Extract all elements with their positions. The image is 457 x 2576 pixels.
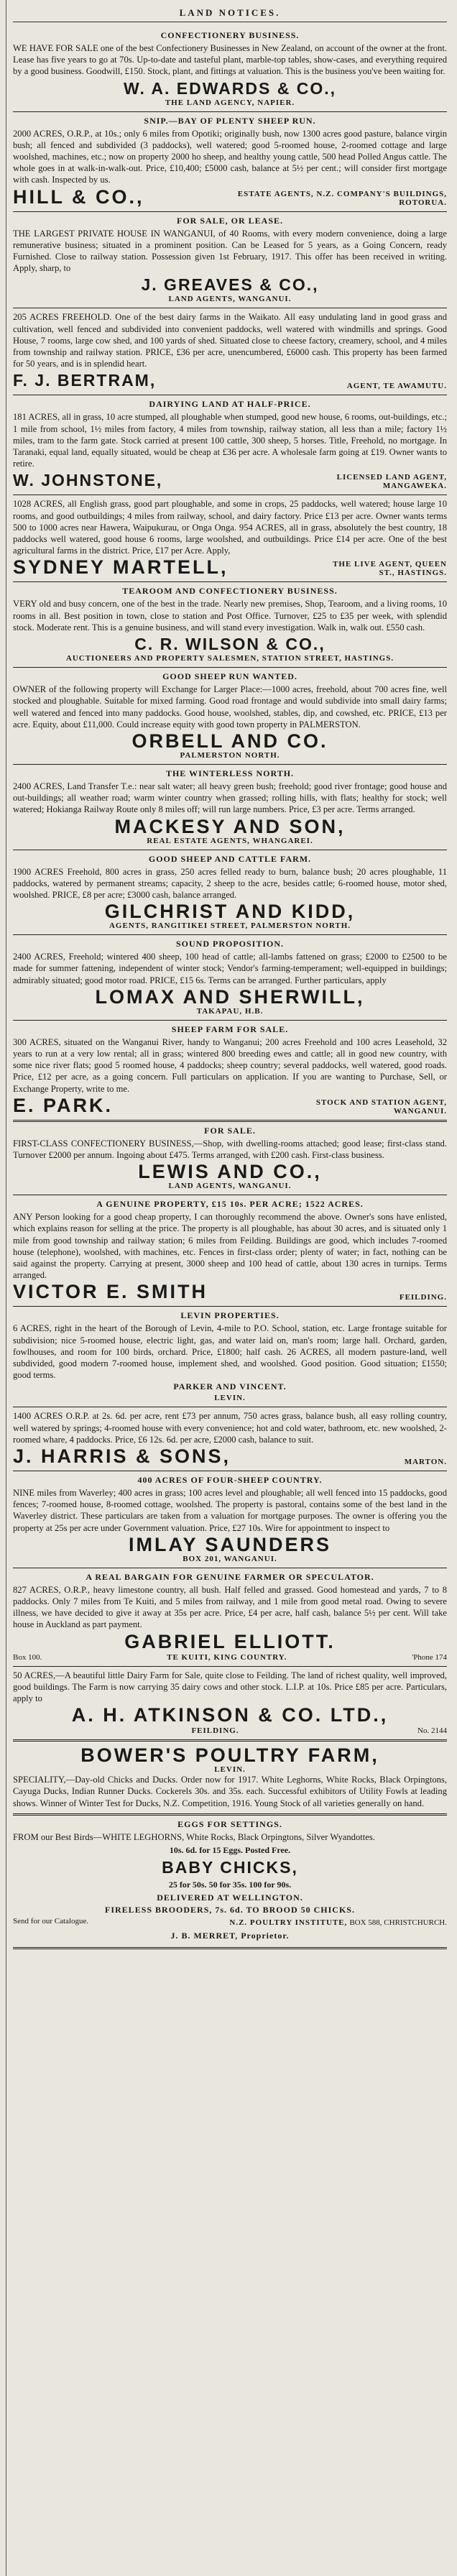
ad-bowers-poultry bbox=[13, 1742, 447, 1816]
ad-body: 6 ACRES, right in the heart of the Borough of Levin, 4-mile to P.O. School, station, etc. Large frontage suitable for subdivision; nice 5-roomed house, electric light, gas, and water laid on, man's room; large hall. Orchard, garden, fowlhouses, and room for 100 birds, orchard. Price, £1800; half cash. 26 ACRES, all modern pasture-land, well subdivided, good modern 7-roomed house, implement shed, and woolshed. Good position. Good situation; £1550; good terms. bbox=[13, 1323, 447, 1381]
ad-bay-of-plenty-run bbox=[13, 112, 447, 212]
ad-kicker: A GENUINE PROPERTY, £15 10s. PER ACRE; 1522 ACRES. bbox=[96, 1199, 364, 1210]
ad-kicker: LEVIN PROPERTIES. bbox=[180, 1310, 280, 1321]
ad-contact-line bbox=[13, 1653, 447, 1662]
ad-address: THE LAND AGENCY, NAPIER. bbox=[165, 98, 295, 107]
ad-body: THE LARGEST PRIVATE HOUSE IN WANGANUI, of 40 Rooms, with every modern convenience, doing a large remunerative business; situated in a prominent position. Can be Leased for 5 years, as a Going Concern, ready Furnished. Close to railway station. Possession given 1st February, 1917. This offer has been received in writing. Apply, sharp, to bbox=[13, 228, 447, 274]
ad-address: AGENTS, RANGITIKEI STREET, PALMERSTON NORTH. bbox=[109, 921, 351, 931]
ad-kicker: SHEEP FARM FOR SALE. bbox=[171, 1024, 289, 1034]
ad-signature: BABY CHICKS, bbox=[162, 1858, 298, 1877]
ad-sheep-run-wanted bbox=[13, 668, 447, 765]
ad-body: NINE miles from Waverley; 400 acres in grass; 100 acres level and ploughable; all well fenced into 15 paddocks, good fences; 7-roomed house, 8-roomed cottage, woolshed. The property is pastoral, contains some of the best land in the Waverley district. These particulars are taken from a valuation for mortgage purposes. The owner is offering you the property at 25s per acre under Government valuation. Price, £27 10s. Wire for appointment to inspect to bbox=[13, 1488, 447, 1533]
ad-sound-proposition bbox=[13, 935, 447, 1021]
ad-address: LAND AGENTS, WANGANUI. bbox=[168, 295, 292, 304]
ad-signature: SYDNEY MARTELL, bbox=[13, 556, 228, 579]
ad-address: LAND AGENTS, WANGANUI. bbox=[168, 1182, 292, 1191]
ad-kicker: SNIP.—BAY OF PLENTY SHEEP RUN. bbox=[144, 115, 316, 126]
ad-marton-1400-acres bbox=[13, 1407, 447, 1471]
ad-address: LICENSED LAND AGENT, MANGAWEKA. bbox=[336, 473, 447, 491]
ad-body: 181 ACRES, all in grass, 10 acre stumped, all ploughable when stumped, good new house, 6 rooms, out-buildings, etc.; 1 mile from school, 1½ miles from factory, 4 miles from township, railway station, all less than a mile; factory 1½ miles, tram to the farm gate. Stock carried at present 100 cattle, 300 sheep, 5 horses. Title, Freehold, no mortgage. In Taranaki, equal land, equally situated, would be cheap at £36 per acre. A wholesale farm going at £19. Owner wants to retire. bbox=[13, 412, 447, 469]
ad-body: SPECIALITY,—Day-old Chicks and Ducks. Order now for 1917. White Leghorns, White Rocks, Black Orpingtons, Cayuga Ducks, Indian Runner Ducks. Cockerels 30s. and 35s. each. Successful exhibitors of Utility Fowls at leading shows. Winner of Winter Test for Ducks, N.Z. Competition, 1916. Young Stock of all varieties generally on hand. bbox=[13, 1775, 447, 1808]
ad-body: 1028 ACRES, all English grass, good part ploughable, and some in crops, 25 paddocks, well watered; house large 10 rooms, and good outbuildings; 4 miles from railway, school, and dairy factory. Price £13 per acre. Owner wants terms 500 to 1000 acres near Hawera, Waipukurau, or Onga Onga. 954 ACRES, all in grass, absolutely the best country, 18 paddocks well watered, good house 6 rooms, large woolshed, and outbuildings. Price £14 per acre. One of the best agricultural farms in the district. Price, £17 per Acre. Apply, bbox=[13, 499, 447, 556]
ad-signature: J. HARRIS & SONS, bbox=[13, 1445, 231, 1467]
ad-kicker: EGGS FOR SETTINGS. bbox=[177, 1818, 282, 1829]
ad-signature: LEWIS AND CO., bbox=[138, 1161, 322, 1183]
ad-signature: J. GREAVES & CO., bbox=[141, 275, 319, 295]
ad-address: LEVIN. bbox=[214, 1765, 246, 1775]
ad-signature: F. J. BERTRAM, bbox=[13, 371, 157, 390]
ad-body: 300 ACRES, situated on the Wanganui River, handy to Wanganui; 200 acres Freehold and 100 acres Leasehold, 32 years to run at a very low rental; all in grass; wintered 800 breeding ewes and cattle; all in good new country, with some nice river flats; good 5 roomed house, 4 paddocks; sheep country; several paddocks, well watered, good roads. Price, £12 per acre, as a going concern. Full particulars on application. If you are wanting to Purchase, Sell, or Exchange Property, write to me. bbox=[13, 1036, 447, 1094]
ad-brooders-line: FIRELESS BROODERS, 7s. 6d. TO BROOD 50 CHICKS. bbox=[105, 1905, 355, 1915]
ad-body: VERY old and busy concern, one of the best in the trade. Nearly new premises, Shop, Tearoom, and a living rooms, 10 rooms in all. Best position in town, close to station and Post Office. Turnover, £25 to £35 per week, with splendid stock. Moderate rent. This is a genuine business, and will stand every investigation. Walk in, walk out. £550 cash. bbox=[13, 599, 447, 632]
ad-contact-line bbox=[13, 1726, 447, 1735]
ad-sheep-cattle-farm bbox=[13, 850, 447, 936]
ad-signature: W. A. EDWARDS & CO., bbox=[124, 78, 336, 98]
ad-signature: BOWER'S POULTRY FARM, bbox=[80, 1744, 379, 1767]
ad-address: THE LIVE AGENT, QUEEN ST., HASTINGS. bbox=[333, 560, 447, 578]
ad-price-line: 10s. 6d. for 15 Eggs. Posted Free. bbox=[169, 1845, 291, 1856]
ad-signature: E. PARK. bbox=[13, 1094, 114, 1116]
ad-signature: A. H. ATKINSON & CO. LTD., bbox=[71, 1704, 389, 1726]
ad-body: FIRST-CLASS CONFECTIONERY BUSINESS,—Shop, with dwelling-rooms attached; good lease; first-class stand. Turnover £2000 per annum. Ingoing about £475. Terms arranged, with £200 cash. First-class business. bbox=[13, 1138, 447, 1160]
ad-signature: PARKER AND VINCENT. bbox=[173, 1381, 287, 1392]
ad-signature: ORBELL AND CO. bbox=[131, 730, 328, 752]
ad-address: TAKAPAU, H.B. bbox=[196, 1006, 264, 1016]
section-heading: LAND NOTICES. bbox=[13, 3, 447, 22]
ad-signature: VICTOR E. SMITH bbox=[13, 1281, 208, 1303]
ad-address: MARTON. bbox=[404, 1458, 447, 1466]
ad-signature: GILCHRIST AND KIDD, bbox=[104, 901, 356, 923]
ad-body: WE HAVE FOR SALE one of the best Confectionery Businesses in New Zealand, on account of the owner at the front. Lease has five years to go at 70s. Up-to-date and tasteful plant, marble-top tables, show-cases, and everything required by a good business. Goodwill, £150. Stock, plant, and fittings at valuation. This is the business you've been waiting for. bbox=[13, 43, 447, 77]
land-notices-column bbox=[6, 0, 451, 1949]
ad-address: TE KUITI, KING COUNTRY. bbox=[167, 1652, 287, 1662]
ad-hastings-english-grass bbox=[13, 495, 447, 582]
ad-winterless-north bbox=[13, 765, 447, 850]
ad-body: 1900 ACRES Freehold, 800 acres in grass, 250 acres felled ready to burn, balance bush; 20 acres ploughable, 11 paddocks, watered by permanent streams; capacity, 2 sheep to the acre, besides cattle; 6-roomed house, motor shed, woolshed. PRICE, £8 per acre; £3000 cash, balance arranged. bbox=[13, 866, 447, 900]
ad-phone: 'Phone 174 bbox=[412, 1652, 447, 1662]
ad-signature: C. R. WILSON & CO., bbox=[134, 635, 326, 654]
ad-body: 2000 ACRES, O.R.P., at 10s.; only 6 miles from Opotiki; originally bush, now 1300 acres good pasture, balance virgin bush; all fenced and subdivided (3 paddocks), well watered; good 5-roomed house, 2-roomed cottage and large woolshed, machines, etc.; now on property 2000 ho sheep, and healthy young cattle, 500 head Polled Angus cattle. The whole goes in at walk-in-walk-out. Price, £10,400; £5000 cash, balance at 5½ per cent.; will consider first mortgage with cash. Inspected by us. bbox=[13, 128, 447, 185]
ad-body: 50 ACRES,—A beautiful little Dairy Farm for Sale, quite close to Feilding. The land of richest quality, well improved, good buildings. The Farm is now carrying 35 dairy cows and other stock. L.I.P. at 10s. Price £85 per acre. Particulars, apply to bbox=[13, 1670, 447, 1704]
ad-box: Box 100. bbox=[13, 1652, 42, 1662]
ad-body: OWNER of the following property will Exchange for Larger Place:—1000 acres, freehold, about 700 acres fine, well stocked and ploughable. Suitable for mixed farming. Good road frontage and would subdivide into small dairy farms; well watered and fenced into many paddocks. Good house, woolshed, stables, dip, and cowshed, etc. PRICE, £13 per acre. Equity, about £11,000. Could increase equity with good town property in PALMERSTON. bbox=[13, 684, 447, 730]
ad-price-line: 25 for 50s. 50 for 35s. 100 for 90s. bbox=[168, 1880, 292, 1890]
ad-feilding-dairy-farm bbox=[13, 1667, 447, 1742]
ad-kicker: SOUND PROPOSITION. bbox=[175, 939, 285, 949]
ad-kicker: GOOD SHEEP AND CATTLE FARM. bbox=[148, 853, 312, 864]
ad-confectionery-napier bbox=[13, 27, 447, 112]
ad-delivery-line: DELIVERED AT WELLINGTON. bbox=[157, 1892, 303, 1903]
ad-kicker: A REAL BARGAIN FOR GENUINE FARMER OR SPECULATOR. bbox=[86, 1571, 374, 1582]
ad-eggs-for-settings bbox=[13, 1816, 447, 1949]
ad-kicker: 400 ACRES OF FOUR-SHEEP COUNTRY. bbox=[137, 1475, 323, 1485]
ad-waikato-dairy bbox=[13, 308, 447, 395]
ad-body: 2400 ACRES, Freehold; wintered 400 sheep, 100 head of cattle; all-lambs fattened on grass; £2000 to £2500 to be made for summer fattening, independent of winter stock; Vendor's farming-temperament; well-equipped in buildings; admirably situated; good motor road. PRICE, £15 6s. Terms can be arranged. Further particulars, apply bbox=[13, 952, 447, 985]
ad-address: AUCTIONEERS AND PROPERTY SALESMEN, STATION STREET, HASTINGS. bbox=[65, 654, 394, 663]
ad-signature: W. JOHNSTONE, bbox=[13, 471, 163, 490]
ad-confectionery-wanganui bbox=[13, 1122, 447, 1195]
ad-address: AGENT, TE AWAMUTU. bbox=[346, 382, 447, 391]
ad-catalogue-note: Send for our Catalogue. bbox=[13, 1917, 89, 1926]
ad-address: FEILDING. bbox=[399, 1293, 447, 1302]
ad-kicker: FOR SALE, OR LEASE. bbox=[176, 215, 284, 226]
ad-address: LEVIN. bbox=[214, 1394, 246, 1403]
ad-tearoom-hastings bbox=[13, 582, 447, 668]
ad-signature: HILL & CO., bbox=[13, 185, 144, 208]
ad-real-bargain bbox=[13, 1568, 447, 1667]
ad-proprietor: J. B. MERRET, Proprietor. bbox=[170, 1931, 290, 1941]
ad-dairying-half-price bbox=[13, 395, 447, 495]
ad-wanganui-sheep-farm bbox=[13, 1021, 447, 1122]
ad-body: 1400 ACRES O.R.P. at 2s. 6d. per acre, rent £73 per annum, 750 acres grass, balance bush, all easy rolling country, well watered by springs; 4-roomed house with every convenience; hot and cold water, bathroom, etc. new woolshed, 2-roomed whare, 4 paddocks. Price, £6 12s. 6d. per acre, £2000 cash, balance to suit. bbox=[13, 1411, 447, 1445]
ad-institute-name: N.Z. POULTRY INSTITUTE, bbox=[229, 1918, 348, 1928]
ad-body: FROM our Best Birds—WHITE LEGHORNS, White Rocks, Black Orpingtons, Silver Wyandottes. bbox=[13, 1831, 375, 1842]
ad-signature: IMLAY SAUNDERS bbox=[128, 1533, 332, 1555]
ad-signature: LOMAX AND SHERWILL, bbox=[95, 985, 365, 1008]
ad-wanganui-house bbox=[13, 212, 447, 309]
ad-address: ESTATE AGENTS, N.Z. COMPANY'S BUILDINGS, ROTORUA. bbox=[237, 189, 447, 207]
ad-four-sheep-country bbox=[13, 1471, 447, 1568]
ad-institute-row bbox=[13, 1917, 447, 1928]
ad-levin-properties bbox=[13, 1307, 447, 1407]
ad-address: PALMERSTON NORTH. bbox=[180, 750, 280, 760]
ad-kicker: DAIRYING LAND AT HALF-PRICE. bbox=[149, 399, 311, 410]
ad-body: 205 ACRES FREEHOLD. One of the best dairy farms in the Waikato. All easy undulating land in good grass and cultivation, well fenced and subdivided into convenient paddocks, well watered with windmills and springs. Good House, 7 rooms, large cow shed, and 100 yards of shed. Situated close to cheese factory, creamery, school, and 4 miles from township and railway station. PRICE, £36 per acre, unencumbered, £6000 cash. This property has been farmed for 50 years, and is in splendid heart. bbox=[13, 312, 447, 369]
ad-kicker: THE WINTERLESS NORTH. bbox=[165, 768, 295, 778]
ad-signature: GABRIEL ELLIOTT. bbox=[124, 1630, 336, 1652]
ad-signature: MACKESY AND SON, bbox=[114, 815, 346, 837]
ad-kicker: CONFECTIONERY BUSINESS. bbox=[160, 30, 300, 40]
ad-address: FEILDING. bbox=[191, 1726, 239, 1736]
ad-number: No. 2144 bbox=[417, 1726, 447, 1736]
ad-genuine-property bbox=[13, 1195, 447, 1307]
ad-body: 2400 ACRES, Land Transfer T.e.: near salt water; all heavy green bush; freehold; good river frontage; good house and out-buildings; all weather road; warm winter country when grassed; rolling hills, with flats; healthy for stock; well watered; Hokianga Railway Route only 8 miles off; will run large numbers. Price, £3 per acre. Terms arranged. bbox=[13, 781, 447, 815]
ad-address: BOX 201, WANGANUI. bbox=[183, 1554, 277, 1563]
ad-body: 827 ACRES, O.R.P., heavy limestone country, all bush. Half felled and grassed. Good homestead and yards, 7 to 8 paddocks. Only 7 miles from Te Kuiti, and 5 miles from railway, and 1 mile from good metal road. Owing to severe illness, we have decided to give it away at 35s per acre. Price, £4 per acre, half cash, balance 5½ per cent. Will take house in Auckland as part payment. bbox=[13, 1584, 447, 1630]
ad-kicker: GOOD SHEEP RUN WANTED. bbox=[162, 671, 297, 682]
ad-address: REAL ESTATE AGENTS, WHANGAREI. bbox=[147, 836, 313, 845]
ad-institute-box: BOX 588, CHRISTCHURCH. bbox=[349, 1918, 447, 1928]
ad-kicker: TEAROOM AND CONFECTIONERY BUSINESS. bbox=[122, 586, 338, 597]
ad-kicker: FOR SALE. bbox=[204, 1125, 256, 1136]
ad-body: ANY Person looking for a good cheap property, I can thoroughly recommend the above. Owner's sons have enlisted, which explains reason for selling at the price. The property is all ploughable, has about 30 acres, and is situated only 1 mile from good township and railway station; 6 miles from Feilding. Buildings are good, which includes 7-roomed house (telephone), woolshed, with machines, etc. Fences in first-class order; plenty of water; in fact, nothing can be said against the property. Carrying at present, 3000 sheep and 100 head of cattle, about 130 acres in turnips. Terms arranged. bbox=[13, 1212, 447, 1281]
ad-address: STOCK AND STATION AGENT, WANGANUI. bbox=[315, 1098, 447, 1116]
